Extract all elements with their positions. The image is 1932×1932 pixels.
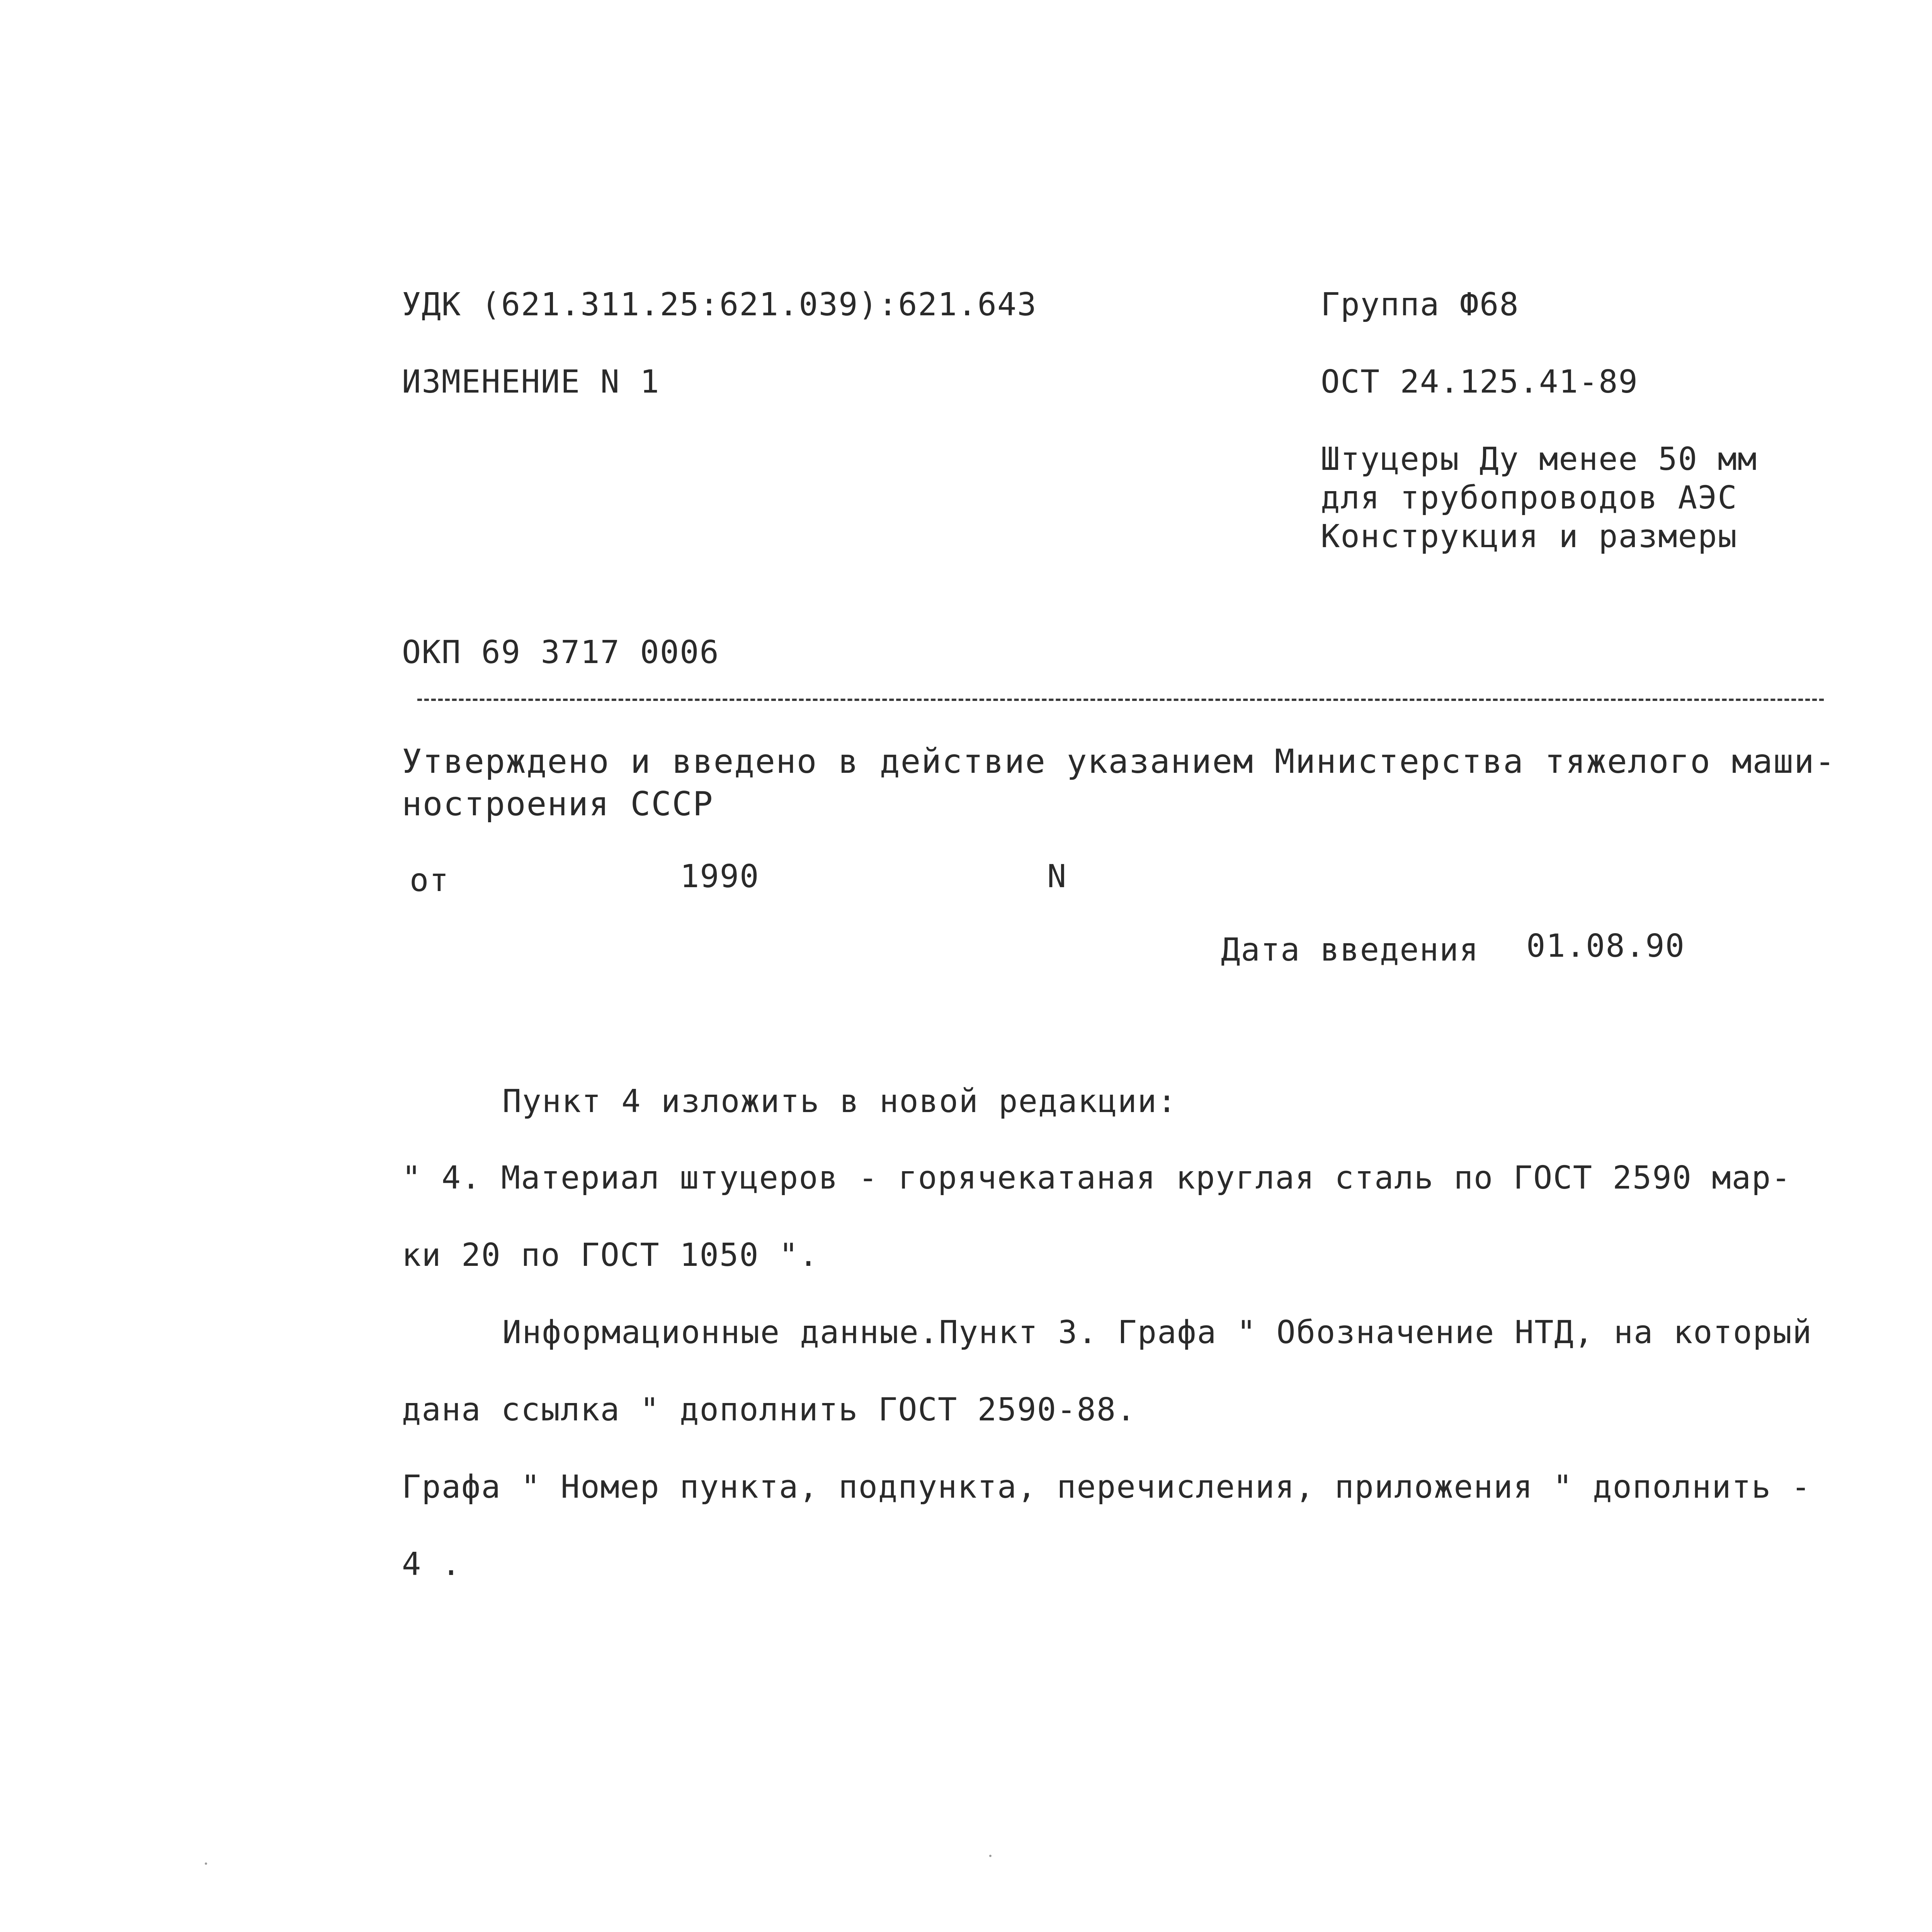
body-line-7: 4 .	[402, 1546, 462, 1583]
okp-code: ОКП 69 3717 0006	[402, 634, 719, 671]
body-line-1: Пункт 4 изложить в новой редакции:	[502, 1083, 1177, 1120]
standard-title-line-3: Конструкция и размеры	[1321, 518, 1738, 555]
standard-number: ОСТ 24.125.41-89	[1321, 364, 1638, 400]
approval-from-label: от	[410, 862, 449, 899]
scan-speck	[989, 1855, 992, 1857]
group-code: Группа Ф68	[1321, 286, 1519, 323]
body-line-3: ки 20 по ГОСТ 1050 ".	[402, 1237, 819, 1274]
top-divider	[417, 699, 1824, 701]
standard-title-line-2: для трубопроводов АЭС	[1321, 480, 1738, 516]
approval-line-2: ностроения СССР	[402, 785, 714, 823]
scan-speck	[205, 1862, 207, 1865]
body-line-4: Информационные данные.Пункт 3. Графа " Обозначение НТД, на который	[502, 1314, 1813, 1351]
approval-year: 1990	[680, 858, 760, 895]
body-line-6: Графа " Номер пункта, подпункта, перечисления, приложения " дополнить -	[402, 1469, 1811, 1505]
body-line-5: дана ссылка " дополнить ГОСТ 2590-88.	[402, 1391, 1136, 1428]
body-line-2: " 4. Материал штуцеров - горячекатаная круглая сталь по ГОСТ 2590 мар-	[402, 1160, 1791, 1196]
effective-date: 01.08.90	[1526, 928, 1685, 964]
udk-code: УДК (621.311.25:621.039):621.643	[402, 286, 1037, 323]
standard-title-line-1: Штуцеры Ду менее 50 мм	[1321, 441, 1758, 478]
change-number: ИЗМЕНЕНИЕ N 1	[402, 364, 660, 400]
approval-number-label: N	[1047, 858, 1067, 895]
approval-line-1: Утверждено и введено в действие указанием Министерства тяжелого маши-	[402, 742, 1836, 781]
effective-date-label: Дата введения	[1221, 932, 1479, 968]
